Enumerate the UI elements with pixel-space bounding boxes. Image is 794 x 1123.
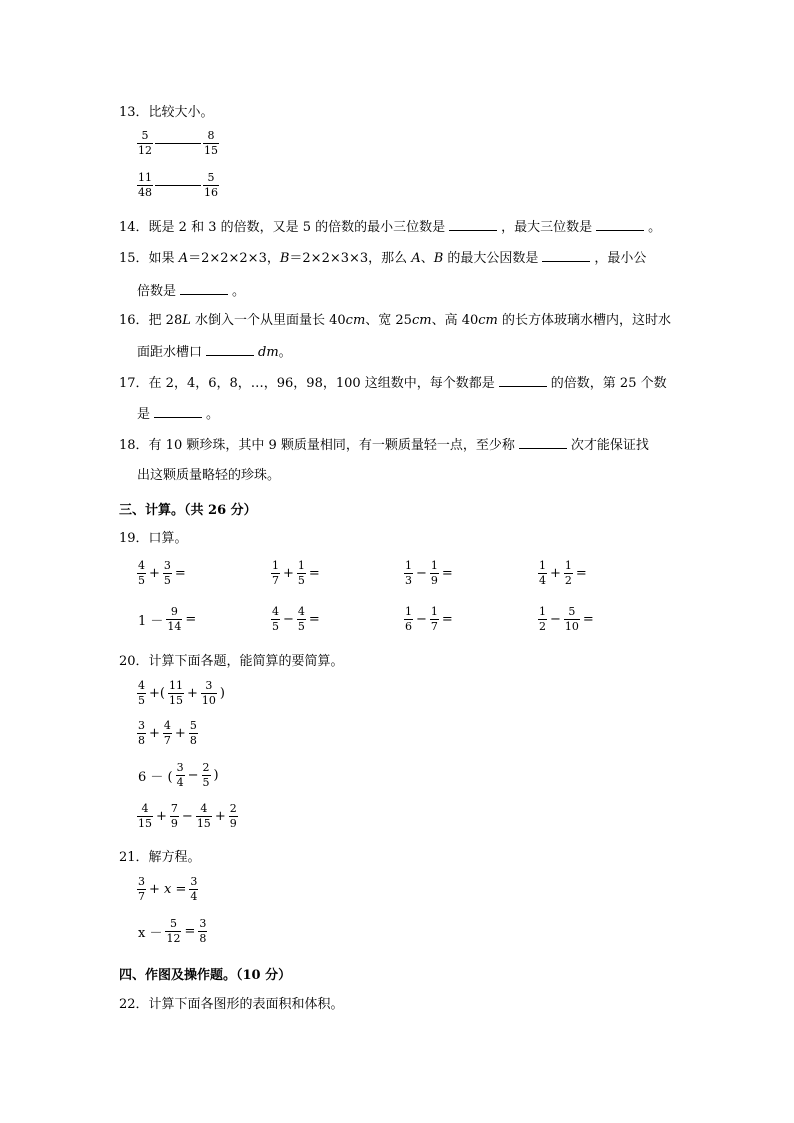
q17-line1: 17．在 2，4，6，8，…，96，98，100 这组数中，每个数都是 的倍数，第 25 个数 (119, 376, 667, 391)
fraction: $\frac{8}{15}$ (204, 129, 218, 157)
fraction: $\frac{1}{2}$ (564, 559, 572, 587)
fraction: $\frac{3}{4}$ (176, 761, 184, 789)
compare-blank[interactable] (155, 185, 201, 186)
q19-item-1: $\frac{4}{5}$ + $\frac{3}{5}$ = (138, 559, 186, 587)
fraction: $\frac{1}{6}$ (405, 605, 412, 633)
answer-blank[interactable] (180, 282, 228, 295)
q20-expr-4: $\frac{4}{15}$ + $\frac{7}{9}$ − $\frac{4}{15}$ + $\frac{2}{9}$ (138, 802, 237, 830)
fraction: $\frac{4}{5}$ (138, 679, 145, 707)
fraction: $\frac{7}{9}$ (170, 802, 178, 830)
q13-title: 13．比较大小。 (119, 105, 214, 120)
fraction: $\frac{4}{5}$ (272, 605, 279, 633)
fraction: $\frac{5}{8}$ (189, 719, 197, 747)
answer-blank[interactable] (519, 436, 567, 449)
answer-blank[interactable] (596, 218, 644, 231)
q19-item-4: $\frac{1}{4}$ + $\frac{1}{2}$ = (539, 559, 587, 587)
q19-item-6: $\frac{4}{5}$ − $\frac{4}{5}$ = (272, 605, 320, 633)
fraction: $\frac{4}{5}$ (138, 559, 145, 587)
q18-line2: 出这颗质量略轻的珍珠。 (137, 468, 281, 483)
section-4-heading: 四、作图及操作题。（10 分） (119, 968, 292, 983)
q19-item-7: $\frac{1}{6}$ − $\frac{1}{7}$ = (405, 605, 453, 633)
fraction: $\frac{5}{12}$ (138, 129, 152, 157)
q13-compare-2 (136, 172, 220, 199)
q16-line1: 16．把 28L 水倒入一个从里面量长 40cm、宽 25cm、高 40cm 的长方体玻璃水槽内，这时水 (119, 313, 672, 328)
fraction: $\frac{1}{9}$ (430, 559, 438, 587)
fraction: $\frac{5}{12}$ (166, 917, 181, 945)
fraction: $\frac{3}{5}$ (163, 559, 171, 587)
fraction: $\frac{3}{7}$ (138, 875, 145, 903)
fraction: $\frac{2}{9}$ (229, 802, 237, 830)
fraction: $\frac{1}{5}$ (297, 559, 305, 587)
fraction: $\frac{2}{5}$ (202, 761, 210, 789)
q16-line2: 面距水槽口 dm。 (137, 345, 292, 360)
q19-item-2: $\frac{1}{7}$ + $\frac{1}{5}$ = (272, 559, 320, 587)
q13-compare-1 (136, 130, 220, 157)
answer-blank[interactable] (206, 343, 254, 356)
fraction: $\frac{3}{8}$ (138, 719, 145, 747)
q20-expr-3: 6 － ( $\frac{3}{4}$ − $\frac{2}{5}$ ) (138, 761, 219, 789)
fraction: $\frac{9}{14}$ (167, 605, 182, 633)
fraction: $\frac{4}{7}$ (163, 719, 171, 747)
q20-title: 20．计算下面各题，能简算的要简算。 (119, 654, 344, 669)
fraction: $\frac{5}{10}$ (564, 605, 579, 633)
q15-line2: 倍数是 。 (137, 284, 246, 299)
fraction: $\frac{1}{4}$ (539, 559, 546, 587)
q18-line1: 18．有 10 颗珍珠，其中 9 颗质量相同，有一颗质量轻一点，至少称 次才能保证找 (119, 438, 649, 453)
q14: 14．既是 2 和 3 的倍数，又是 5 的倍数的最小三位数是 ，最大三位数是 。 (119, 220, 662, 235)
q19-item-5: 1 － $\frac{9}{14}$ = (138, 605, 197, 633)
q22-title: 22．计算下面各图形的表面积和体积。 (119, 997, 344, 1012)
answer-blank[interactable] (499, 374, 547, 387)
answer-blank[interactable] (154, 405, 202, 418)
q21-eq-1: $\frac{3}{7}$ + x = $\frac{3}{4}$ (138, 875, 198, 903)
q21-title: 21．解方程。 (119, 850, 201, 865)
q20-expr-1: $\frac{4}{5}$ +( $\frac{11}{15}$ + $\frac{3}{10}$ ) (138, 679, 225, 707)
fraction: $\frac{11}{15}$ (168, 679, 183, 707)
fraction: $\frac{1}{7}$ (430, 605, 438, 633)
fraction: $\frac{3}{4}$ (190, 875, 198, 903)
q21-eq-2: x － $\frac{5}{12}$ = $\frac{3}{8}$ (138, 917, 207, 945)
q19-item-8: $\frac{1}{2}$ − $\frac{5}{10}$ = (539, 605, 594, 633)
q20-expr-2: $\frac{3}{8}$ + $\frac{4}{7}$ + $\frac{5}{8}$ (138, 719, 197, 747)
fraction: $\frac{3}{10}$ (201, 679, 216, 707)
fraction: $\frac{5}{16}$ (204, 171, 218, 199)
answer-blank[interactable] (449, 218, 497, 231)
fraction: $\frac{3}{8}$ (199, 917, 207, 945)
fraction: $\frac{4}{15}$ (138, 802, 152, 830)
q19-title: 19．口算。 (119, 531, 188, 546)
fraction: $\frac{1}{7}$ (272, 559, 279, 587)
compare-blank[interactable] (155, 143, 201, 144)
q17-line2: 是 。 (137, 407, 220, 422)
q15-line1: 15．如果 A＝2×2×2×3，B＝2×2×3×3，那么 A、B 的最大公因数是 ，最小公 (119, 251, 647, 266)
fraction: $\frac{4}{15}$ (196, 802, 211, 830)
fraction: $\frac{4}{5}$ (297, 605, 305, 633)
fraction: $\frac{1}{3}$ (405, 559, 412, 587)
fraction: $\frac{1}{2}$ (539, 605, 546, 633)
answer-blank[interactable] (542, 249, 590, 262)
fraction: $\frac{11}{48}$ (138, 171, 152, 199)
section-3-heading: 三、计算。（共 26 分） (119, 503, 257, 518)
q19-item-3: $\frac{1}{3}$ − $\frac{1}{9}$ = (405, 559, 453, 587)
